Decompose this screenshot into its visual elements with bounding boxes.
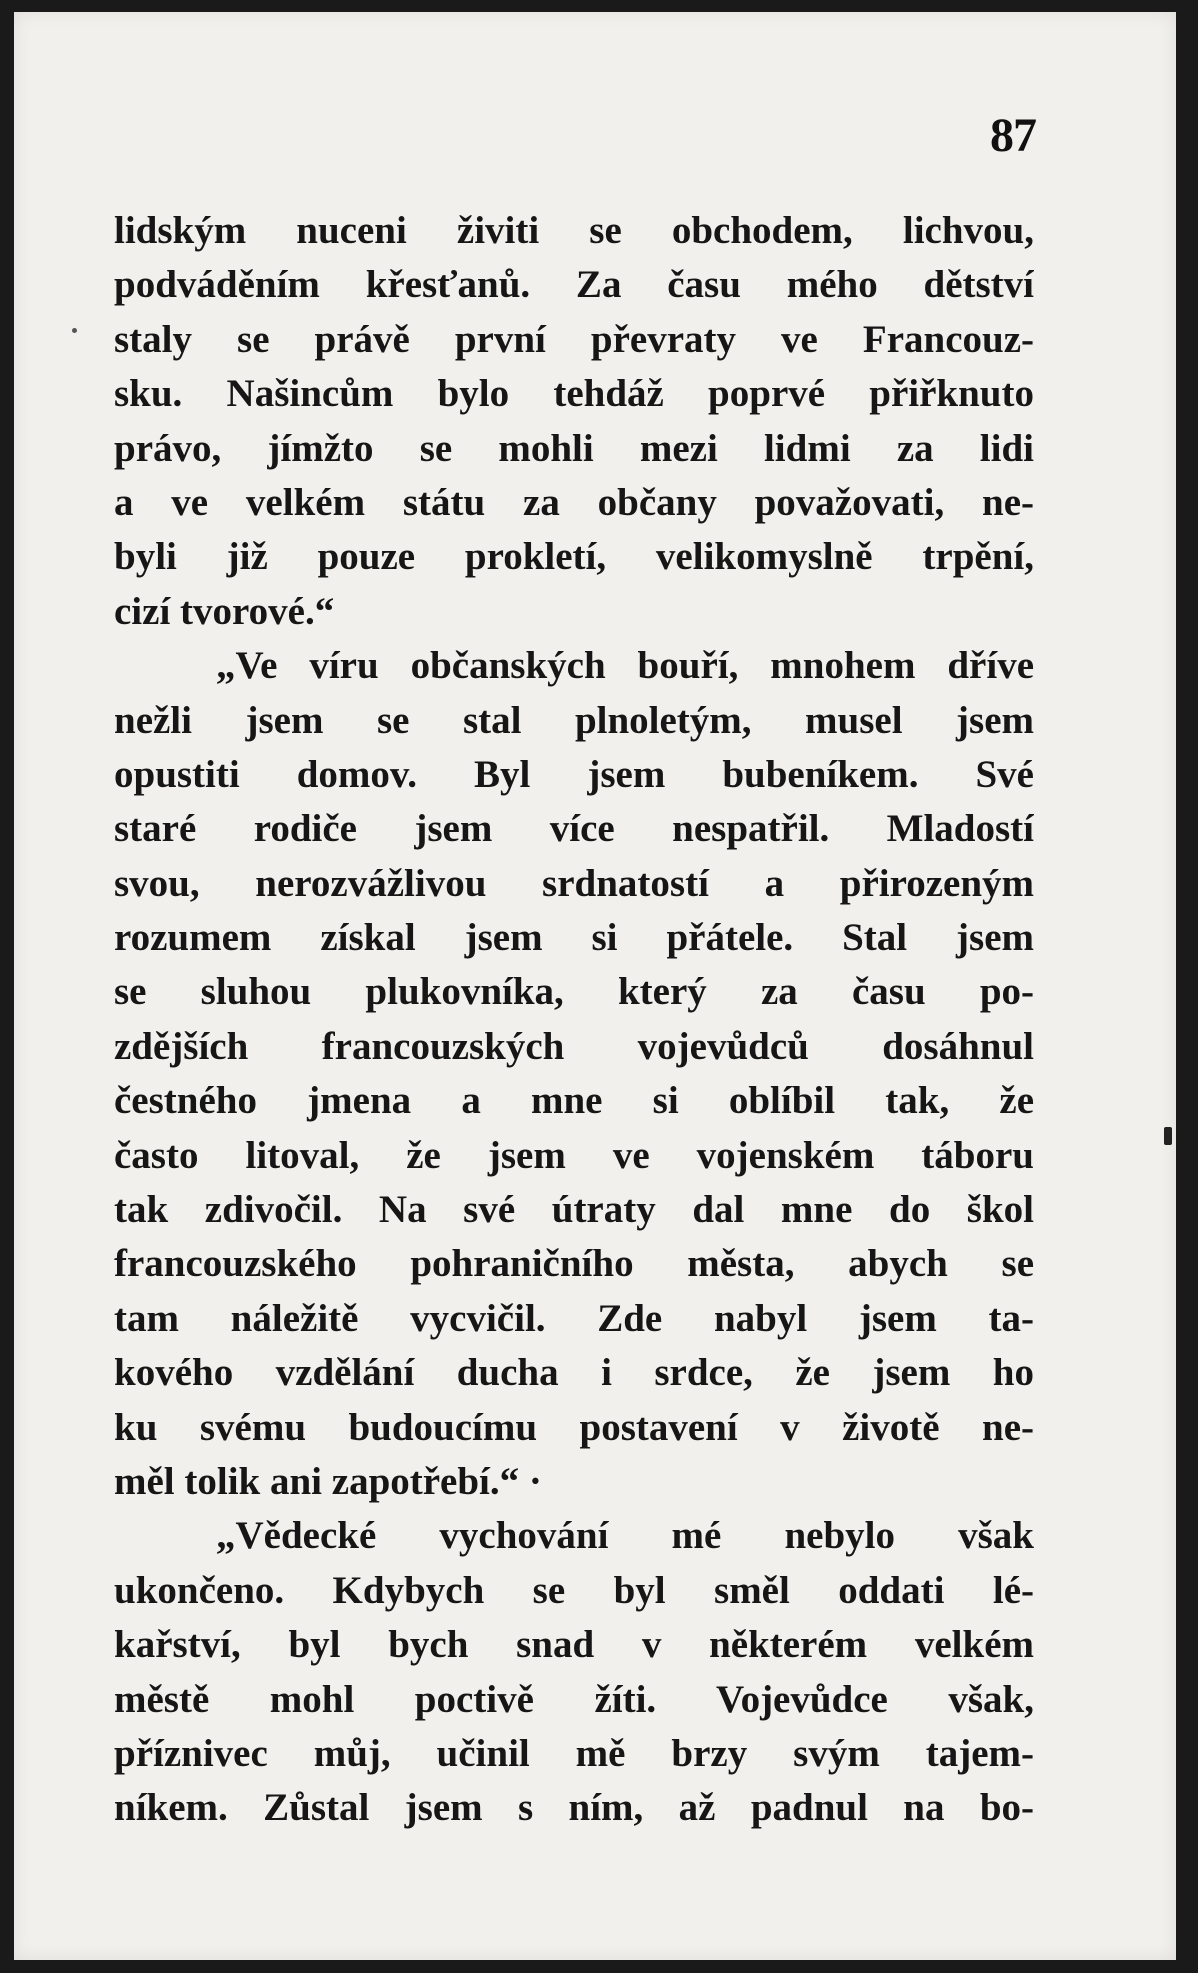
body-text: [114, 204, 1034, 1836]
text-line: níkem. Zůstal jsem s ním, až padnul na bo-: [114, 1786, 1034, 1830]
text-line: právo, jímžto se mohli mezi lidmi za lidi: [114, 426, 1034, 470]
book-page: [14, 12, 1176, 1960]
paragraph-end-line: cizí tvorové.“: [114, 589, 335, 633]
text-line: nežli jsem se stal plnoletým, musel jsem: [114, 698, 1034, 742]
text-line: čestného jmena a mne si oblíbil tak, že: [114, 1079, 1034, 1123]
text-line: svou, nerozvážlivou srdnatostí a přirozeným: [114, 861, 1034, 905]
text-line: často litoval, že jsem ve vojenském táboru: [114, 1133, 1034, 1177]
paragraph-start-line: „Ve víru občanských bouří, mnohem dříve: [216, 644, 1034, 688]
text-line: zdějších francouzských vojevůdců dosáhnul: [114, 1024, 1034, 1068]
text-line: byli již pouze prokletí, velikomyslně trpění,: [114, 535, 1034, 579]
paragraph-end-line: měl tolik ani zapotřebí.“ ·: [114, 1459, 542, 1503]
text-line: tak zdivočil. Na své útraty dal mne do škol: [114, 1188, 1034, 1232]
text-line: kového vzdělání ducha i srdce, že jsem ho: [114, 1351, 1034, 1395]
text-line: staré rodiče jsem více nespatřil. Mladostí: [114, 807, 1034, 851]
text-line: staly se právě první převraty ve Francouz-: [114, 317, 1034, 361]
text-line: a ve velkém státu za občany považovati, ne-: [114, 480, 1034, 524]
text-line: opustiti domov. Byl jsem bubeníkem. Své: [114, 752, 1034, 796]
text-line: tam náležitě vycvičil. Zde nabyl jsem ta-: [114, 1296, 1034, 1340]
text-line: ku svému budoucímu postavení v životě ne-: [114, 1405, 1034, 1449]
text-line: podváděním křesťanů. Za času mého dětství: [114, 263, 1034, 307]
print-speck: [72, 328, 77, 333]
page-number: 87: [990, 109, 1036, 162]
text-line: francouzského pohraničního města, abych se: [114, 1242, 1034, 1286]
paragraph-start-line: „Vědecké vychování mé nebylo však: [216, 1514, 1034, 1558]
text-line: příznivec můj, učinil mě brzy svým tajem-: [114, 1731, 1034, 1775]
text-line: kařství, byl bych snad v některém velkém: [114, 1623, 1034, 1667]
text-line: lidským nuceni živiti se obchodem, lichvou,: [114, 209, 1034, 252]
text-line: městě mohl poctivě žíti. Vojevůdce však,: [114, 1677, 1034, 1721]
text-line: se sluhou plukovníka, který za času po-: [114, 970, 1034, 1014]
edge-mark: [1164, 1127, 1172, 1145]
text-line: rozumem získal jsem si přátele. Stal jsem: [114, 916, 1034, 960]
text-line: sku. Našincům bylo tehdáž poprvé přiřknuto: [114, 372, 1034, 416]
text-line: ukončeno. Kdybych se byl směl oddati lé-: [114, 1568, 1034, 1612]
